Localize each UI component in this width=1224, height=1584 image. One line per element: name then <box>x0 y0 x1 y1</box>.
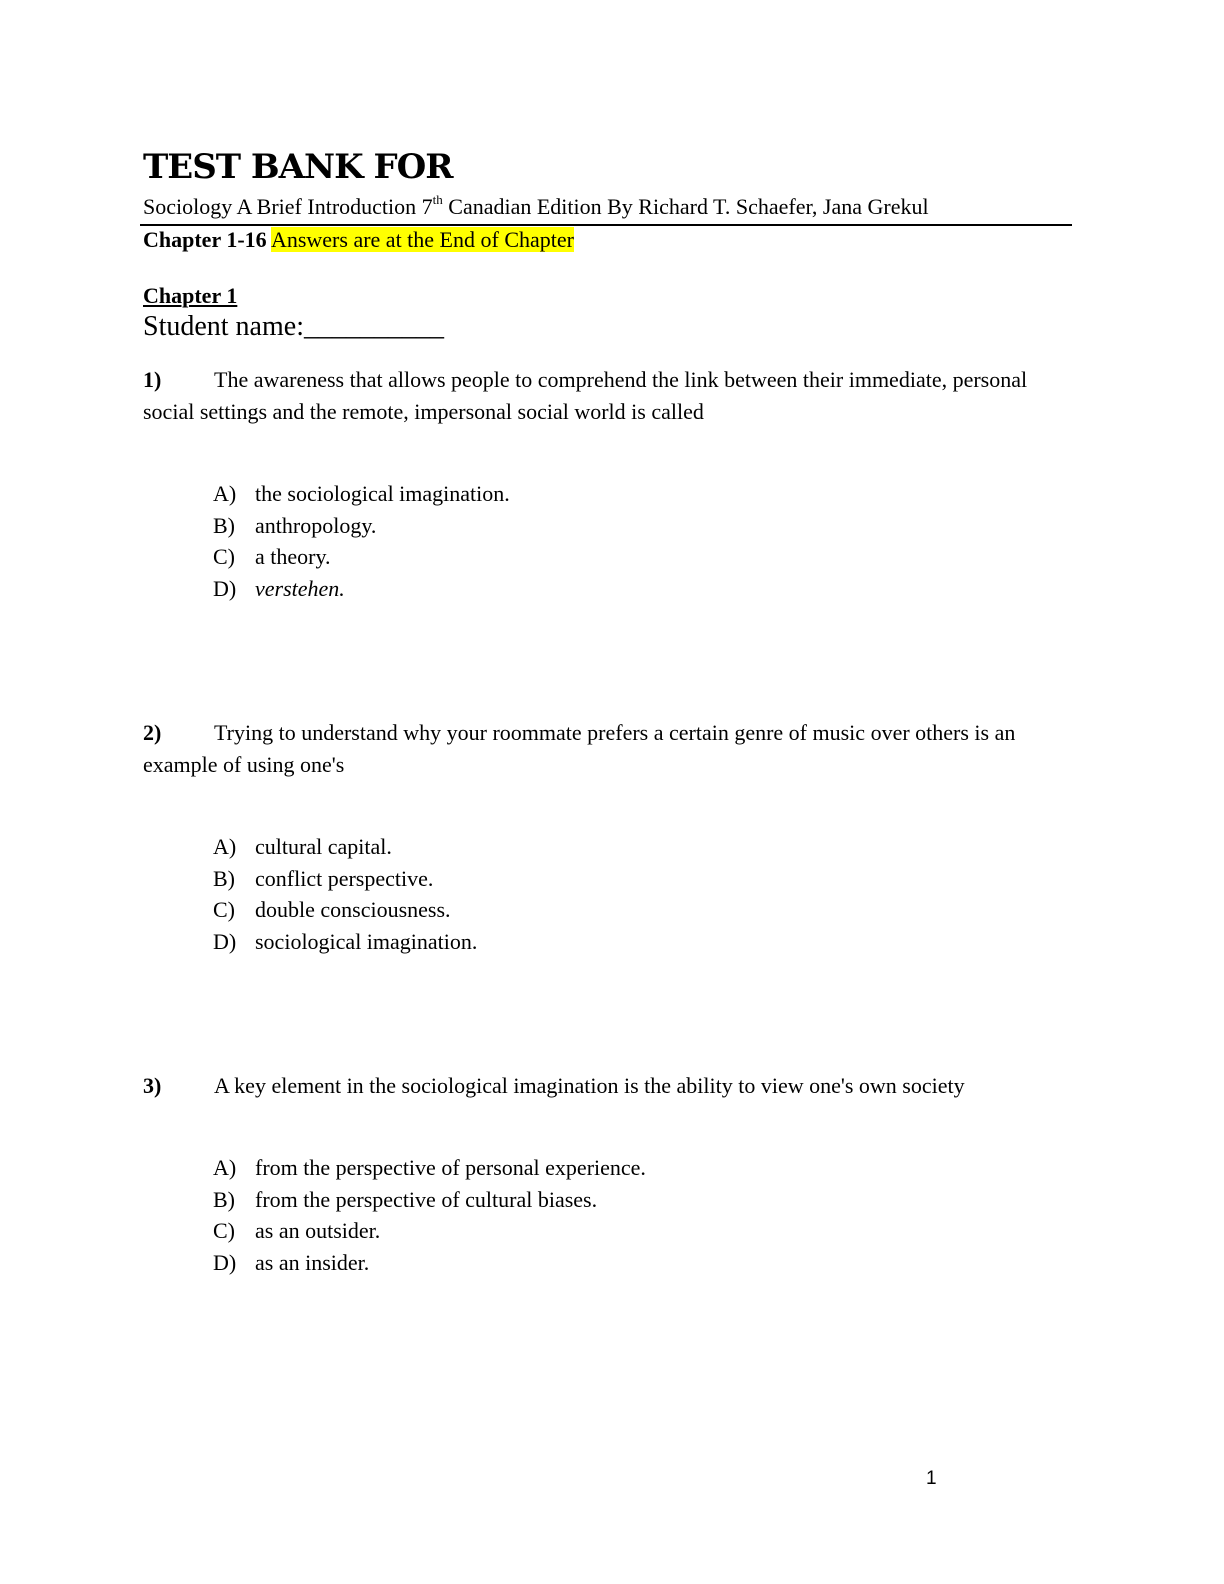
student-name-field: Student name:__________ <box>143 311 444 342</box>
option-text: sociological imagination. <box>255 928 478 954</box>
option-letter: A) <box>213 834 237 859</box>
option-letter: B) <box>213 1186 235 1212</box>
question-number: 1) <box>143 367 162 392</box>
subtitle-superscript: th <box>432 192 443 207</box>
document-title: TEST BANK FOR <box>143 147 453 187</box>
option-b <box>213 1184 646 1216</box>
question-number: 2) <box>143 720 162 745</box>
option-text: a theory. <box>255 544 331 569</box>
option-letter: D) <box>213 1249 237 1275</box>
option-letter: C) <box>213 897 235 922</box>
option-letter: B) <box>213 865 235 891</box>
option-d <box>213 573 510 605</box>
option-a <box>213 1152 646 1184</box>
option-c <box>213 894 477 926</box>
question-2-options <box>213 831 477 957</box>
option-text: the sociological imagination. <box>255 481 510 506</box>
option-text: from the perspective of cultural biases. <box>255 1186 598 1212</box>
option-text: anthropology. <box>255 512 377 538</box>
option-d <box>213 926 477 958</box>
option-b <box>213 510 510 542</box>
option-text: double consciousness. <box>255 897 451 922</box>
page-number: 1 <box>926 1468 937 1489</box>
chapter-heading: Chapter 1 <box>143 283 238 308</box>
question-number: 3) <box>143 1073 162 1098</box>
option-c <box>213 1215 646 1247</box>
question-1 <box>143 364 1063 427</box>
option-letter: B) <box>213 512 235 538</box>
chapter-range: Chapter 1-16 <box>143 227 267 252</box>
option-a <box>213 831 477 863</box>
option-text: as an outsider. <box>255 1218 381 1243</box>
option-text: cultural capital. <box>255 834 392 859</box>
option-d <box>213 1247 646 1279</box>
answers-note: Answers are at the End of Chapter <box>270 227 574 252</box>
question-text: A key element in the sociological imagination is the ability to view one's own society <box>214 1073 965 1098</box>
question-text: The awareness that allows people to comprehend the link between their immediate, personal social settings and the remote, impersonal social world is called <box>143 367 1028 424</box>
question-3 <box>143 1070 1063 1102</box>
subtitle-text-rest: Canadian Edition By Richard T. Schaefer, Jana Grekul <box>442 194 929 219</box>
question-2 <box>143 717 1063 780</box>
option-letter: C) <box>213 1218 235 1243</box>
question-text: Trying to understand why your roommate prefers a certain genre of music over others is an example of using one's <box>143 720 1016 777</box>
chapter-range-line <box>143 227 574 253</box>
option-text: from the perspective of personal experience. <box>255 1155 646 1180</box>
book-subtitle <box>143 194 929 220</box>
option-text: verstehen. <box>255 575 345 601</box>
option-letter: A) <box>213 1155 237 1180</box>
option-letter: C) <box>213 544 235 569</box>
option-text: conflict perspective. <box>255 865 434 891</box>
question-3-options <box>213 1152 646 1278</box>
option-b <box>213 863 477 895</box>
subtitle-text: Sociology A Brief Introduction 7 <box>143 194 433 219</box>
question-1-options <box>213 478 510 604</box>
option-text: as an insider. <box>255 1249 370 1275</box>
option-a <box>213 478 510 510</box>
option-letter: D) <box>213 575 237 601</box>
option-letter: D) <box>213 928 237 954</box>
header-rule <box>140 224 1072 226</box>
option-c <box>213 541 510 573</box>
option-letter: A) <box>213 481 237 506</box>
